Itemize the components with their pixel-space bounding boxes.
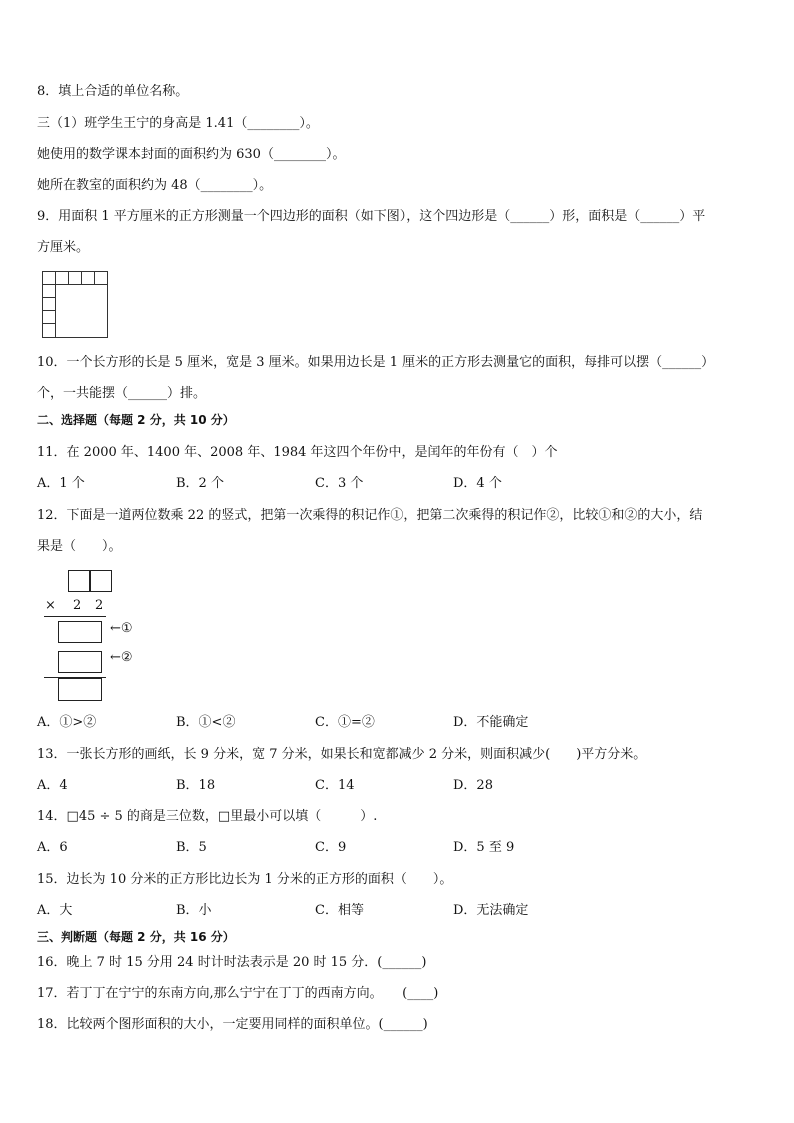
grid-cell — [42, 310, 56, 324]
q13-option-c[interactable]: C．14 — [315, 778, 355, 793]
grid-cell — [42, 297, 56, 311]
q9-line2: 方厘米。 — [37, 240, 90, 255]
grid-cell — [42, 323, 56, 338]
q9-line1: 9．用面积 1 平方厘米的正方形测量一个四边形的面积（如下图），这个四边形是（______）形，面积是（______）平 — [37, 209, 706, 224]
q10-line1: 10．一个长方形的长是 5 厘米，宽是 3 厘米。如果用边长是 1 厘米的正方形去测量它的面积，每排可以摆（______） — [37, 355, 715, 370]
multiplier-digit: 2 — [73, 598, 82, 613]
rule-line — [44, 616, 106, 617]
q11-option-b[interactable]: B．2 个 — [176, 476, 224, 491]
times-sign: × — [45, 598, 56, 613]
q8-title: 8．填上合适的单位名称。 — [37, 84, 189, 99]
q15-option-b[interactable]: B．小 — [176, 903, 212, 918]
q13-option-d[interactable]: D．28 — [453, 778, 493, 793]
q11-option-c[interactable]: C．3 个 — [315, 476, 364, 491]
grid-region-outline — [55, 284, 108, 338]
grid-cell — [94, 271, 108, 285]
section-choice-heading: 二、选择题（每题 2 分，共 10 分） — [37, 413, 235, 427]
q9-grid-figure — [42, 271, 108, 338]
q12-option-d[interactable]: D．不能确定 — [453, 715, 529, 730]
grid-cell — [42, 271, 56, 285]
q15-option-d[interactable]: D．无法确定 — [453, 903, 529, 918]
q13-stem: 13．一张长方形的画纸，长 9 分米，宽 7 分米，如果长和宽都减少 2 分米，则面积减少( )平方分米。 — [37, 747, 647, 762]
result-box — [58, 678, 102, 701]
q15-stem: 15．边长为 10 分米的正方形比边长为 1 分米的正方形的面积（ ）。 — [37, 872, 453, 887]
q11-stem: 11．在 2000 年、1400 年、2008 年、1984 年这四个年份中，是闰年的年份有（ ）个 — [37, 445, 558, 460]
digit-box — [68, 570, 90, 592]
partial-product-2-box — [58, 651, 102, 673]
q8-line3: 她所在教室的面积约为 48（________）。 — [37, 178, 273, 193]
grid-cell — [81, 271, 95, 285]
q14-option-c[interactable]: C．9 — [315, 840, 347, 855]
arrow-label-1: ←① — [110, 621, 133, 636]
q12-option-a[interactable]: A．①>② — [37, 715, 97, 730]
q13-option-a[interactable]: A．4 — [37, 778, 68, 793]
q14-option-a[interactable]: A．6 — [37, 840, 68, 855]
grid-cell — [68, 271, 82, 285]
grid-cell — [55, 271, 69, 285]
q18-stem: 18．比较两个图形面积的大小，一定要用同样的面积单位。(______) — [37, 1017, 428, 1032]
q15-option-c[interactable]: C．相等 — [315, 903, 364, 918]
q14-stem: 14．□45 ÷ 5 的商是三位数，□里最小可以填（ ）. — [37, 809, 378, 824]
q8-line1: 三（1）班学生王宁的身高是 1.41（________）。 — [37, 116, 319, 131]
section-judge-heading: 三、判断题（每题 2 分，共 16 分） — [37, 930, 235, 944]
q17-stem: 17．若丁丁在宁宁的东南方向,那么宁宁在丁丁的西南方向。 (____) — [37, 986, 439, 1001]
multiplier-digit: 2 — [95, 598, 104, 613]
q10-line2: 个，一共能摆（______）排。 — [37, 386, 207, 401]
q15-option-a[interactable]: A．大 — [37, 903, 73, 918]
q14-option-d[interactable]: D．5 至 9 — [453, 840, 515, 855]
q16-stem: 16．晚上 7 时 15 分用 24 时计时法表示是 20 时 15 分．(______) — [37, 955, 427, 970]
q12-line2: 果是（ ）。 — [37, 539, 122, 554]
q11-option-d[interactable]: D．4 个 — [453, 476, 502, 491]
digit-box — [90, 570, 112, 592]
grid-cell — [42, 284, 56, 298]
q14-option-b[interactable]: B．5 — [176, 840, 207, 855]
q8-line2: 她使用的数学课本封面的面积约为 630（________）。 — [37, 147, 346, 162]
q11-option-a[interactable]: A．1 个 — [37, 476, 85, 491]
q12-option-c[interactable]: C．①=② — [315, 715, 375, 730]
q13-option-b[interactable]: B．18 — [176, 778, 216, 793]
arrow-label-2: ←② — [110, 650, 133, 665]
partial-product-1-box — [58, 621, 102, 643]
q12-option-b[interactable]: B．①<② — [176, 715, 236, 730]
q12-line1: 12．下面是一道两位数乘 22 的竖式，把第一次乘得的积记作①，把第二次乘得的积记作②，比较①和②的大小，结 — [37, 508, 703, 523]
